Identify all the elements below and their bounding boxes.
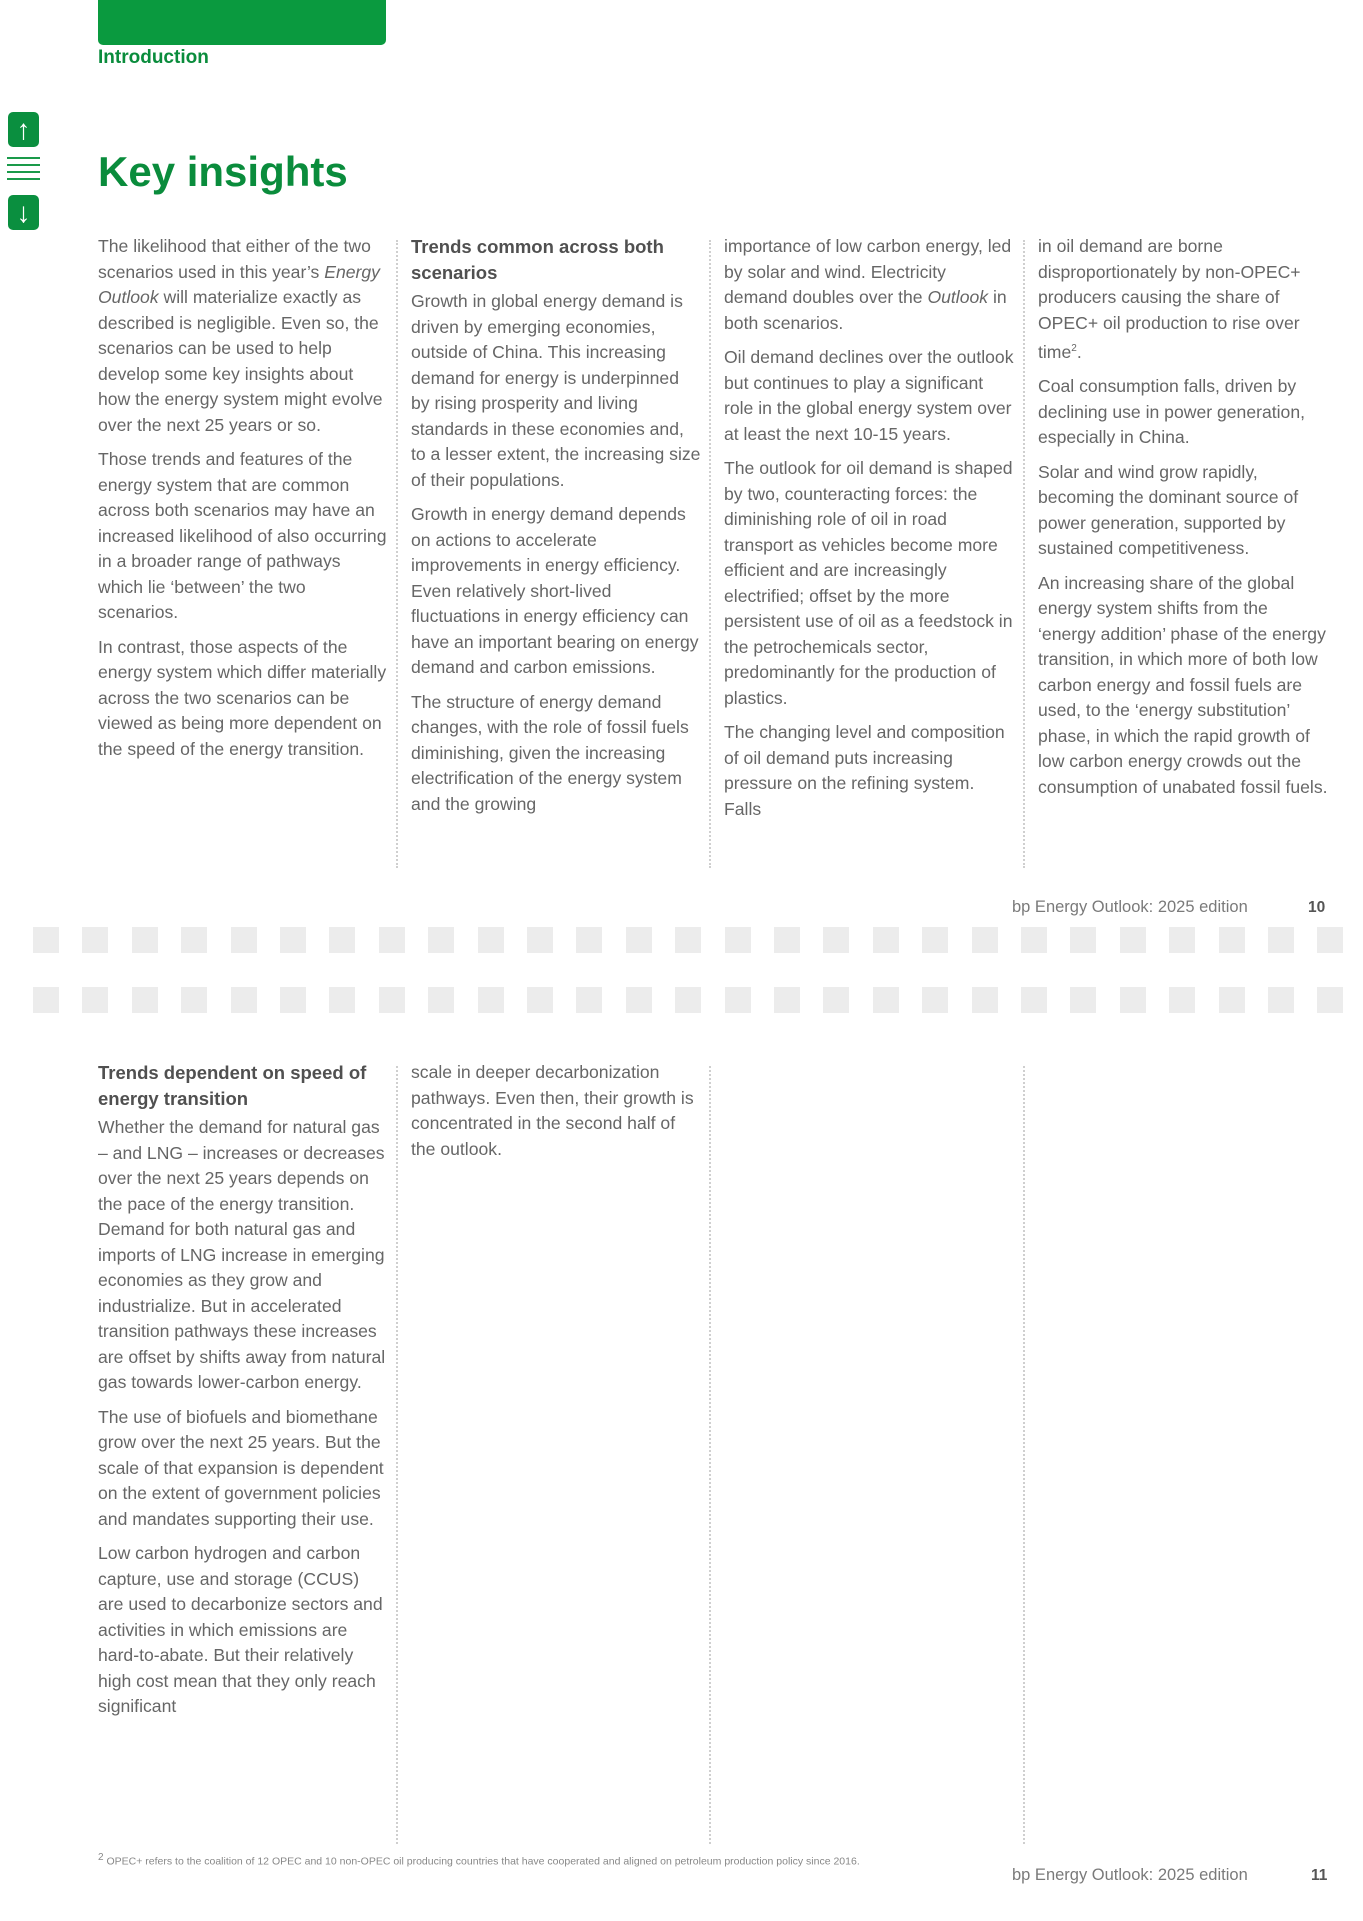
column-divider bbox=[1023, 240, 1025, 868]
paragraph: The likelihood that either of the two scenarios used in this year’s Energy Outlook will materialize exactly as described is negligible. Even so, the scenarios can be used to help develop some key insights about how the energy system might evolve over the next 25 years or so. bbox=[98, 236, 383, 435]
paragraph: Solar and wind grow rapidly, becoming the dominant source of power generation, supported by sustained competitiveness. bbox=[1038, 461, 1299, 559]
page-break-square bbox=[576, 927, 602, 953]
page-break-square bbox=[1021, 927, 1047, 953]
page-break-square bbox=[626, 987, 652, 1013]
page-break-square bbox=[1219, 927, 1245, 953]
page-break-square bbox=[379, 987, 405, 1013]
column-divider bbox=[396, 1066, 398, 1844]
page2-column-1 bbox=[98, 1060, 388, 1729]
page-break-square bbox=[478, 927, 504, 953]
paragraph: The outlook for oil demand is shaped by two, counteracting forces: the diminishing role of oil in road transport as vehicles become more efficient and are increasingly electrified; offset by the more persistent use of oil as a feedstock in the petrochemicals sector, predominantly for the production of plastics. bbox=[724, 458, 1013, 708]
page-title: Key insights bbox=[98, 148, 348, 195]
page-break-square bbox=[329, 927, 355, 953]
page-break-square bbox=[1070, 987, 1096, 1013]
paragraph: Growth in energy demand depends on actions to accelerate improvements in energy efficiency. Even relatively short-lived fluctuations in energy efficiency can have an important bearing on energy demand and carbon emissions. bbox=[411, 504, 699, 677]
page-break-square bbox=[181, 987, 207, 1013]
paragraph: Low carbon hydrogen and carbon capture, use and storage (CCUS) are used to decarbonize sectors and activities in which emissions are hard-to-abate. But their relatively high cost mean that they only reach significant bbox=[98, 1543, 383, 1716]
page-break-square bbox=[33, 927, 59, 953]
page-number: 10 bbox=[1308, 899, 1326, 916]
page-break-square bbox=[675, 987, 701, 1013]
section-tab-bar bbox=[98, 0, 386, 45]
paragraph: The changing level and composition of oil demand puts increasing pressure on the refining system. Falls bbox=[724, 722, 1005, 819]
page-break-square bbox=[1021, 987, 1047, 1013]
paragraph: Growth in global energy demand is driven by emerging economies, outside of China. This increasing demand for energy is underpinned by rising prosperity and living standards in these economies and, to a lesser extent, the increasing size of their populations. bbox=[411, 291, 701, 490]
page-break-square bbox=[1070, 927, 1096, 953]
page-break-square bbox=[478, 987, 504, 1013]
paragraph: The structure of energy demand changes, with the role of fossil fuels diminishing, given the increasing electrification of the energy system and the growing bbox=[411, 691, 689, 814]
page-break-square bbox=[1169, 927, 1195, 953]
paragraph: Whether the demand for natural gas – and LNG – increases or decreases over the next 25 years depends on the pace of the energy transition. Demand for both natural gas and imports of LNG increase in emerging economies as they grow and industrialize. But in accelerated transition pathways these increases are offset by shifts away from natural gas towards lower-carbon energy. bbox=[98, 1117, 386, 1392]
page-break-square bbox=[1268, 987, 1294, 1013]
page-break-square bbox=[527, 987, 553, 1013]
page1-column-3 bbox=[724, 234, 1014, 831]
page-break-square bbox=[972, 987, 998, 1013]
page-break-square bbox=[1268, 927, 1294, 953]
page-break-square bbox=[280, 927, 306, 953]
subheading: Trends dependent on speed of energy transition bbox=[98, 1062, 367, 1109]
footer-title: bp Energy Outlook: 2025 edition bbox=[1012, 1866, 1248, 1884]
page-break-square bbox=[379, 927, 405, 953]
page-break-square bbox=[428, 987, 454, 1013]
page2-column-2 bbox=[411, 1060, 701, 1171]
paragraph: importance of low carbon energy, led by solar and wind. Electricity demand doubles over the Outlook in both scenarios. bbox=[724, 236, 1012, 333]
page-break-square bbox=[33, 987, 59, 1013]
page-break-square bbox=[231, 927, 257, 953]
paragraph: The use of biofuels and biomethane grow over the next 25 years. But the scale of that expansion is dependent on the extent of government policies and mandates supporting their use. bbox=[98, 1406, 384, 1529]
page-break-square bbox=[725, 987, 751, 1013]
arrow-up-icon[interactable]: ↑ bbox=[8, 112, 39, 147]
footer-title: bp Energy Outlook: 2025 edition bbox=[1012, 898, 1248, 916]
column-divider bbox=[396, 240, 398, 868]
paragraph: scale in deeper decarbonization pathways. Even then, their growth is concentrated in the second half of the outlook. bbox=[411, 1062, 694, 1159]
page-number: 11 bbox=[1311, 1867, 1328, 1884]
paragraph: In contrast, those aspects of the energy system which differ materially across the two scenarios can be viewed as being more dependent on the speed of the energy transition. bbox=[98, 636, 387, 759]
page-break-square bbox=[922, 927, 948, 953]
page-break-square bbox=[82, 987, 108, 1013]
page-break-square bbox=[873, 927, 899, 953]
paragraph: Those trends and features of the energy system that are common across both scenarios may have an increased likelihood of also occurring in a broader range of pathways which lie ‘between’ the two scenarios. bbox=[98, 449, 387, 622]
section-label[interactable]: Introduction bbox=[98, 47, 209, 68]
column-divider bbox=[1023, 1066, 1025, 1844]
arrow-down-icon[interactable]: ↓ bbox=[8, 195, 39, 230]
page-break-square bbox=[626, 927, 652, 953]
page1-column-1 bbox=[98, 234, 388, 771]
page-break-square bbox=[181, 927, 207, 953]
page-break-square bbox=[774, 987, 800, 1013]
page-break-square bbox=[972, 927, 998, 953]
footnote: $^2$ OPEC+ refers to the coalition of 12 OPEC and 10 non-OPEC oil producing countries that have cooperated and aligned on petroleum production policy since 2016. bbox=[98, 1852, 860, 1868]
page-break-square bbox=[132, 987, 158, 1013]
page-break-square bbox=[132, 927, 158, 953]
page-break-square bbox=[922, 987, 948, 1013]
page1-column-4 bbox=[1038, 234, 1328, 809]
page-break-square bbox=[527, 927, 553, 953]
page-break-square bbox=[82, 927, 108, 953]
page-break-square bbox=[280, 987, 306, 1013]
page-break-square bbox=[873, 987, 899, 1013]
page-break-square bbox=[231, 987, 257, 1013]
page-break-square bbox=[576, 987, 602, 1013]
page-break-square bbox=[675, 927, 701, 953]
paragraph: An increasing share of the global energy system shifts from the ‘energy addition’ phase of the energy transition, in which more of both low carbon energy and fossil fuels are used, to the ‘energy substitution’ phase, in which the rapid growth of low carbon energy crowds out the consumption of unabated fossil fuels. bbox=[1038, 572, 1328, 797]
page-break-square bbox=[1219, 987, 1245, 1013]
page-break-square bbox=[725, 927, 751, 953]
page-break-square bbox=[329, 987, 355, 1013]
page-break-square bbox=[1317, 927, 1343, 953]
paragraph: in oil demand are borne disproportionately by non-OPEC+ producers causing the share of OPEC+ oil production to rise over time$^2$. bbox=[1038, 236, 1301, 362]
page-break-square bbox=[774, 927, 800, 953]
page-break-square bbox=[823, 987, 849, 1013]
footnote-ref[interactable]: 2 bbox=[1071, 343, 1077, 354]
page-break-square bbox=[428, 927, 454, 953]
page-break-square bbox=[823, 927, 849, 953]
column-divider bbox=[709, 240, 711, 868]
menu-lines-icon[interactable] bbox=[7, 157, 40, 184]
page-break-square bbox=[1317, 987, 1343, 1013]
paragraph: Oil demand declines over the outlook but continues to play a significant role in the global energy system over at least the next 10-15 years. bbox=[724, 347, 1014, 444]
subheading: Trends common across both scenarios bbox=[411, 236, 664, 283]
page-break-square bbox=[1120, 927, 1146, 953]
page-break-square bbox=[1169, 987, 1195, 1013]
page-break-square bbox=[1120, 987, 1146, 1013]
paragraph: Coal consumption falls, driven by declining use in power generation, especially in China. bbox=[1038, 376, 1306, 448]
column-divider bbox=[709, 1066, 711, 1844]
page1-column-2 bbox=[411, 234, 701, 826]
